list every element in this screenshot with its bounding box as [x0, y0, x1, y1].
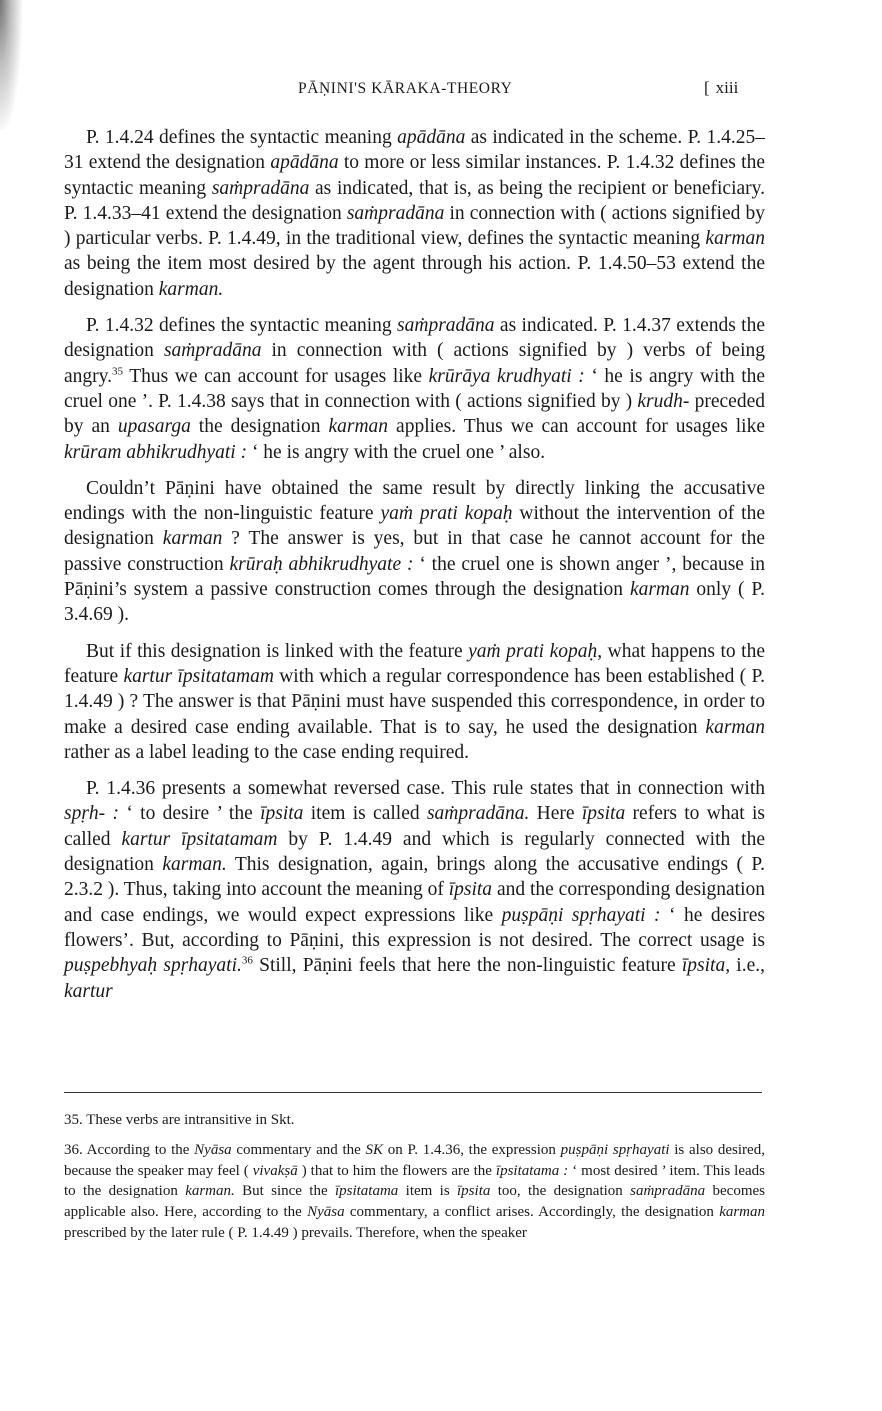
italic-run: Nyāsa — [194, 1141, 232, 1158]
text-run: the designation — [190, 416, 329, 438]
text-run: to more or less similar instances. P. 1.4.32 defines the syntactic meaning — [64, 152, 765, 199]
text-run: becomes applicable also. Here, according to the — [64, 1183, 765, 1221]
italic-run: karman — [705, 716, 765, 738]
text-run: with which a regular correspondence has been established ( P. 1.4.49 ) ? The answer is that Pāṇini must have suspended this correspondence, in order to make a desired case ending available. That is to say, he used the designation — [64, 665, 766, 738]
italic-run: īpsita, — [681, 955, 731, 977]
text-run: ? The answer is yes, but in that case he cannot account for the passive construction — [64, 528, 765, 575]
text-run: Still, Pāṇini feels that here the non-linguistic feature — [252, 955, 682, 977]
body-text — [64, 125, 765, 1004]
text-run: as indicated. P. 1.4.37 extends the designation — [64, 315, 765, 362]
text-run: as indicated in the scheme. P. 1.4.25–31 extend the designation — [64, 127, 766, 174]
text-run: ‘ he is angry with the cruel one ’. P. 1.4.38 says that in connection with ( actions signified by ) — [64, 365, 766, 412]
italic-run: karman — [719, 1204, 766, 1221]
text-run: is also desired, because the speaker may feel ( — [64, 1141, 765, 1179]
text-run: P. 1.4.32 defines the syntactic meaning — [86, 315, 398, 337]
italic-run: īpsitatama — [334, 1183, 399, 1200]
text-run: applies. Thus we can account for usages like — [388, 416, 766, 438]
text-run: Thus we can account for usages like — [123, 365, 429, 387]
text-run: 36. According to the — [64, 1141, 195, 1158]
text-run: commentary and the — [231, 1141, 366, 1158]
italic-run: upasarga — [117, 416, 191, 438]
italic-run: karman. — [162, 854, 227, 876]
page-number-block — [704, 78, 738, 98]
text-run: rather as a label leading to the case ending required. — [64, 741, 469, 763]
italic-run: puṣpāṇi spṛhayati : — [501, 904, 661, 926]
text-run: ‘ to desire ’ the — [119, 803, 261, 825]
text-run: ) that to him the flowers are the — [297, 1162, 496, 1179]
text-run: ‘ he desires flowers’. But, according to Pāṇini, this expression is not desired. The correct usage is — [64, 904, 766, 951]
italic-run: puṣpebhyaḥ spṛhayati. — [64, 955, 242, 977]
footnote-ref: 35 — [112, 365, 124, 378]
text-run: item is — [398, 1183, 458, 1200]
italic-run: kartur — [64, 980, 113, 1002]
text-run: prescribed by the later rule ( P. 1.4.49 ) prevails. Therefore, when the speaker — [64, 1224, 527, 1241]
footnote-rule — [64, 1092, 762, 1093]
text-run: 35. These verbs are intransitive in Skt. — [64, 1112, 295, 1128]
italic-run: karman. — [185, 1183, 235, 1200]
footnote-35 — [64, 1110, 765, 1131]
italic-run: karman — [328, 416, 389, 438]
text-run: in connection with ( actions signified by ) particular verbs. P. 1.4.49, in the traditional view, defines the syntactic meaning — [64, 202, 765, 250]
text-run: without the intervention of the designation — [64, 503, 765, 550]
italic-run: saṁpradāna — [163, 340, 262, 362]
running-head: PĀṆINI'S KĀRAKA-THEORY — [298, 80, 513, 97]
text-run: too, the designation — [490, 1183, 631, 1200]
italic-run: puṣpāṇi spṛhayati — [560, 1141, 670, 1158]
page-number: xiii — [715, 78, 739, 97]
italic-run: apādāna — [397, 127, 466, 148]
text-run: This designation, again, brings along the accusative endings ( P. 2.3.2 ). Thus, taking into account the meaning of — [64, 854, 765, 901]
text-run: by P. 1.4.49 and which is regularly connected with the designation — [64, 828, 765, 876]
italic-run: saṁpradāna — [630, 1183, 706, 1200]
text-run: ‘ he is angry with the cruel one ’ also. — [247, 441, 546, 463]
italic-run: krūram abhikrudhyati : — [64, 441, 248, 463]
text-run: ‘ most desired ’ item. This leads to the designation — [64, 1162, 766, 1200]
italic-run: īpsita — [457, 1183, 491, 1200]
text-run: only ( P. 3.4.69 ). — [64, 579, 765, 626]
text-run: refers to what is called — [64, 803, 765, 850]
footnote-ref: 36 — [241, 954, 253, 967]
text-run: But if this designation is linked with the feature — [86, 640, 469, 662]
text-run: on P. 1.4.36, the expression — [383, 1141, 561, 1158]
italic-run: spṛh- : — [64, 803, 119, 825]
italic-run: īpsita — [448, 879, 493, 901]
text-run: and the corresponding designation and case endings, we would expect expressions like — [64, 879, 766, 926]
italic-run: krūrāya krudhyati : — [428, 365, 585, 387]
text-run: item is called — [303, 803, 427, 825]
italic-run: kartur īpsitatamam — [123, 665, 274, 687]
italic-run: saṁpradāna — [397, 315, 495, 337]
text-run: But since the — [234, 1183, 335, 1200]
scan-shadow — [0, 0, 22, 130]
text-run: i.e., — [730, 955, 765, 977]
text-run: Here — [529, 803, 582, 825]
paragraph — [64, 776, 765, 1004]
italic-run: karman — [162, 528, 223, 550]
paragraph — [64, 125, 765, 302]
footnotes — [64, 1110, 765, 1253]
italic-run: saṁpradāna. — [426, 803, 530, 825]
italic-run: saṁpradāna — [346, 202, 445, 224]
italic-run: karman — [629, 579, 690, 601]
italic-run: karman — [705, 228, 765, 250]
italic-run: kartur īpsitatamam — [121, 828, 278, 850]
text-run: as being the item most desired by the agent through his action. P. 1.4.50–53 extend the designation — [64, 253, 765, 300]
italic-run: īpsita — [581, 803, 626, 825]
text-run: preceded by an — [64, 390, 765, 438]
italic-run: īpsitatama : — [495, 1162, 569, 1179]
italic-run: Nyāsa — [307, 1204, 345, 1221]
text-run: Couldn’t Pāṇini have obtained the same result by directly linking the accusative endings with the non-linguistic feature — [64, 477, 765, 525]
italic-run: krudh- — [637, 390, 690, 412]
text-run: as indicated, that is, as being the recipient or beneficiary. P. 1.4.33–41 extend the designation — [64, 177, 766, 224]
paragraph — [64, 639, 765, 765]
italic-run: vivakṣā — [252, 1162, 298, 1179]
italic-run: SK — [365, 1141, 384, 1158]
text-run: P. 1.4.36 presents a somewhat reversed case. This rule states that in connection with — [86, 778, 765, 800]
italic-run: yaṁ prati kopaḥ — [380, 503, 513, 525]
folio-bracket: [ — [704, 78, 710, 97]
italic-run: karman. — [158, 278, 224, 300]
text-run: in connection with ( actions signified by ) verbs of being angry. — [64, 340, 765, 387]
footnote-36 — [64, 1140, 765, 1244]
italic-run: krūraḥ abhikrudhyate : — [229, 553, 414, 575]
italic-run: saṁpradāna — [211, 177, 310, 199]
paragraph — [64, 476, 765, 628]
paragraph — [64, 313, 765, 465]
text-run: commentary, a conflict arises. Accordingly, the designation — [344, 1204, 720, 1221]
italic-run: yaṁ prati kopaḥ, — [468, 640, 603, 662]
italic-run: īpsita — [260, 803, 304, 825]
italic-run: apādāna — [270, 152, 339, 174]
text-run: ‘ the cruel one is shown anger ’, because in Pāṇini’s system a passive construction comes through the designation — [64, 553, 765, 601]
text-run: P. 1.4.24 defines the syntactic meaning — [86, 127, 398, 148]
text-run: what happens to the feature — [64, 640, 765, 687]
